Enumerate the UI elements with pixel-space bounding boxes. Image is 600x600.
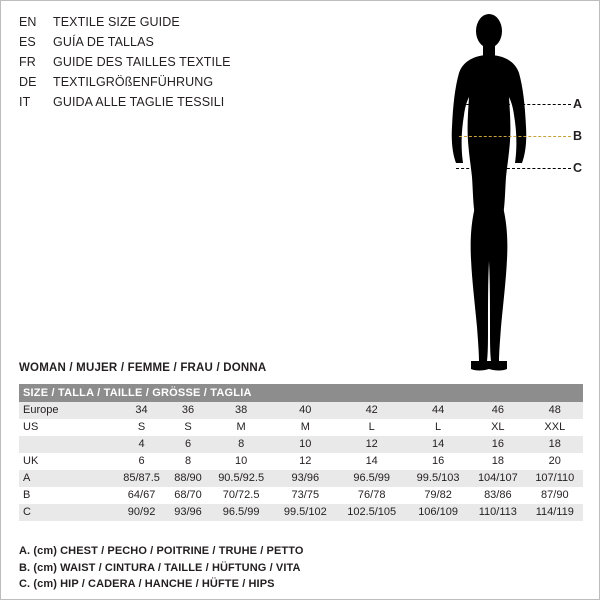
- cell: 44: [407, 402, 469, 419]
- row-label-us: US: [19, 419, 115, 436]
- cell: L: [407, 419, 469, 436]
- row-label-europe: Europe: [19, 402, 115, 419]
- measure-label-b: B: [573, 129, 583, 143]
- cell: 40: [274, 402, 336, 419]
- woman-silhouette-icon: [401, 9, 591, 379]
- cell: 110/113: [469, 504, 527, 521]
- language-code-it: IT: [19, 95, 31, 109]
- row-label-a: A: [19, 470, 115, 487]
- measure-label-a: A: [573, 97, 583, 111]
- table-row: [19, 470, 583, 487]
- table-header-row: [19, 384, 583, 402]
- cell: XXL: [527, 419, 583, 436]
- measure-line-chest: [456, 104, 571, 105]
- cell: 88/90: [168, 470, 208, 487]
- legend-line-b: B. (cm) WAIST / CINTURA / TAILLE / HÜFTUNG / VITA: [19, 561, 301, 574]
- language-row: [19, 95, 349, 115]
- cell: 76/78: [336, 487, 407, 504]
- language-text-de: TEXTILGRÖßENFÜHRUNG: [53, 75, 214, 89]
- body-figure: [401, 9, 591, 379]
- cell: M: [274, 419, 336, 436]
- cell: 107/110: [527, 470, 583, 487]
- table-row: [19, 402, 583, 419]
- cell: 46: [469, 402, 527, 419]
- language-code-es: ES: [19, 35, 36, 49]
- cell: 104/107: [469, 470, 527, 487]
- legend-line-a: A. (cm) CHEST / PECHO / POITRINE / TRUHE / PETTO: [19, 545, 304, 557]
- table-row: [19, 504, 583, 521]
- measurement-legend: [19, 543, 304, 593]
- cell: S: [115, 419, 168, 436]
- cell: 83/86: [469, 487, 527, 504]
- cell: 20: [527, 453, 583, 470]
- cell: M: [208, 419, 274, 436]
- row-label-us-numeric: [19, 436, 115, 453]
- table-row: [19, 436, 583, 453]
- row-label-c: C: [19, 504, 115, 521]
- size-table: [19, 384, 583, 521]
- cell: 85/87.5: [115, 470, 168, 487]
- language-row: [19, 55, 349, 75]
- language-row: [19, 15, 349, 35]
- cell: 70/72.5: [208, 487, 274, 504]
- measure-label-c: C: [573, 161, 583, 175]
- row-label-uk: UK: [19, 453, 115, 470]
- legend-line-c: C. (cm) HIP / CADERA / HANCHE / HÜFTE / HIPS: [19, 578, 275, 590]
- language-row: [19, 35, 349, 55]
- cell: 18: [469, 453, 527, 470]
- cell: 12: [336, 436, 407, 453]
- cell: 6: [115, 453, 168, 470]
- cell: 64/67: [115, 487, 168, 504]
- cell: 87/90: [527, 487, 583, 504]
- language-title-block: [19, 15, 349, 115]
- cell: 10: [208, 453, 274, 470]
- cell: 34: [115, 402, 168, 419]
- cell: 114/119: [527, 504, 583, 521]
- cell: 79/82: [407, 487, 469, 504]
- cell: 42: [336, 402, 407, 419]
- cell: 93/96: [168, 504, 208, 521]
- language-code-fr: FR: [19, 55, 36, 69]
- cell: XL: [469, 419, 527, 436]
- cell: 6: [168, 436, 208, 453]
- cell: 90/92: [115, 504, 168, 521]
- cell: 99.5/102: [274, 504, 336, 521]
- cell: 14: [407, 436, 469, 453]
- language-code-en: EN: [19, 15, 37, 29]
- language-text-fr: GUIDE DES TAILLES TEXTILE: [53, 55, 231, 69]
- table-row: [19, 453, 583, 470]
- row-label-b: B: [19, 487, 115, 504]
- table-header-label: SIZE / TALLA / TAILLE / GRÖSSE / TAGLIA: [19, 384, 583, 402]
- measure-line-waist: [459, 136, 571, 137]
- measure-line-hip: [456, 168, 571, 169]
- cell: 68/70: [168, 487, 208, 504]
- cell: 16: [469, 436, 527, 453]
- cell: L: [336, 419, 407, 436]
- language-text-es: GUÍA DE TALLAS: [53, 35, 154, 49]
- cell: 99.5/103: [407, 470, 469, 487]
- table-row: [19, 487, 583, 504]
- cell: 14: [336, 453, 407, 470]
- cell: 4: [115, 436, 168, 453]
- cell: 16: [407, 453, 469, 470]
- cell: 93/96: [274, 470, 336, 487]
- language-code-de: DE: [19, 75, 37, 89]
- cell: 36: [168, 402, 208, 419]
- cell: 96.5/99: [336, 470, 407, 487]
- cell: 10: [274, 436, 336, 453]
- cell: 38: [208, 402, 274, 419]
- cell: 8: [168, 453, 208, 470]
- cell: 8: [208, 436, 274, 453]
- table-caption: WOMAN / MUJER / FEMME / FRAU / DONNA: [19, 362, 267, 374]
- cell: 12: [274, 453, 336, 470]
- cell: 73/75: [274, 487, 336, 504]
- table-row: [19, 419, 583, 436]
- cell: 18: [527, 436, 583, 453]
- cell: 106/109: [407, 504, 469, 521]
- cell: 90.5/92.5: [208, 470, 274, 487]
- language-row: [19, 75, 349, 95]
- cell: S: [168, 419, 208, 436]
- cell: 102.5/105: [336, 504, 407, 521]
- language-text-en: TEXTILE SIZE GUIDE: [53, 15, 180, 29]
- cell: 48: [527, 402, 583, 419]
- cell: 96.5/99: [208, 504, 274, 521]
- language-text-it: GUIDA ALLE TAGLIE TESSILI: [53, 95, 225, 109]
